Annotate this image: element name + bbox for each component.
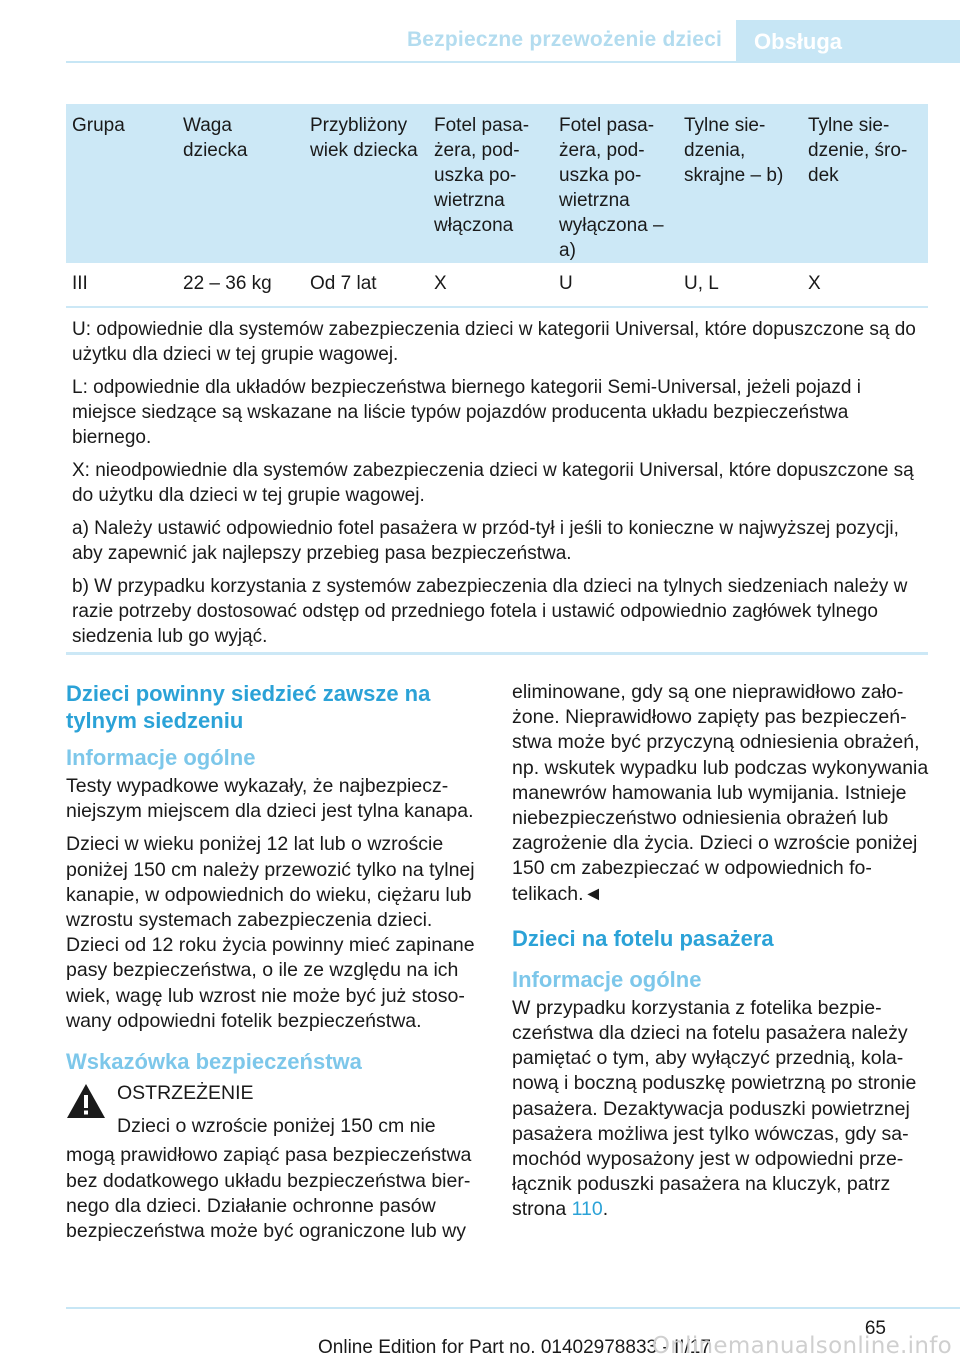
note-b: b) W przypadku korzystania z systemów zabezpieczenia dla dzieci na tylnych siedzeniach należy w razie potrzeby dostosować odstęp od przedniego fotela i ustawić odpowiednio zagłówek tylnego siedzenia lub go wyjąć. [72,576,908,647]
table-header-cell: Fotel pasażera, poduszka powietrzna włączona [428,104,553,263]
table-notes [72,317,922,657]
paragraph: Testy wypadkowe wykazały, że najbezpieczniejszym miejscem dla dzieci jest tylna kanapa. [66,775,474,823]
paragraph-end: . [602,1198,609,1221]
table-header-cell: Tylne siedzenia, skrajne – b) [678,104,802,263]
chapter-tab: Obsługa [736,20,960,62]
section-divider [66,652,928,655]
subheading-safety-note: Wskazówka bezpieczeństwa [66,1049,362,1075]
warning-text: mogą prawidłowo zapiąć pasa bezpieczeństwa bez dodatkowego układu bezpieczeństwa biernego dla dzieci. Działanie ochronne pasów bezpieczeństwa może być ograniczone lub wy [66,1144,472,1243]
warning-text-continued: eliminowane, gdy są one nieprawidłowo założone. Nieprawidłowo zapięty pas bezpieczeństwa może być przyczyną odniesienia obrażeń, np. wskutek wypadku lub podczas wykonywania manewrów hamowania lub wymijania. Istnieje niebezpieczeństwo odniesienia obrażeń lub zagrożenie dla życia. Dzieci o wzroście poniżej 150 cm zabezpieczać w odpowiednich fotelikach.◄ [512,681,929,905]
warning-text-first-line: Dzieci o wzroście poniżej 150 cm nie [117,1115,436,1138]
left-column [66,680,480,1252]
table-header-cell: Tylne siedzenie, środek [802,104,928,263]
table-header-cell: Fotel pasażera, poduszka powietrzna wyłączona – a) [553,104,678,263]
section-title: Bezpieczne przewożenie dzieci [406,28,722,51]
footer-rule [66,1307,960,1309]
table-header-cell: Waga dziecka [177,104,304,263]
subheading-general-info: Informacje ogólne [66,745,256,770]
warning-title: OSTRZEŻENIE [117,1082,254,1105]
heading-rear-seat: Dzieci powinny siedzieć zawsze na tylnym siedzeniu [66,681,431,733]
note-a: a) Należy ustawić odpowiednio fotel pasażera w przód-tył i jeśli to konieczne w najwyższej pozycji, aby zapewnić jak najlepszy przebieg pasa bezpieczeństwa. [72,518,899,564]
note-l: L: odpowiednie dla układów bezpieczeństwa biernego kategorii Semi-Universal, jeżeli pojazd i miejsce siedzące są wskazane na liście typów pojazdów producenta układu bezpieczeństwa biernego. [72,377,861,448]
page-reference-link[interactable]: 110 [571,1198,603,1221]
table-header-cell: Przybliżony wiek dziecka [304,104,428,263]
note-u: U: odpowiednie dla systemów zabezpieczenia dzieci w kategorii Universal, które dopuszczone są do użytku dla dzieci w tej grupie wagowej. [72,319,916,365]
table-header-cell: Grupa [66,104,177,263]
paragraph-text: W przypadku korzystania z fotelika bezpieczeństwa dla dzieci na fotelu pasażera należy pamiętać o tym, aby wyłączyć przednią, kolanową i boczną poduszkę powietrzną po stronie pasażera. Dezaktywacja poduszki powietrznej pasażera możliwa jest tylko wówczas, gdy samochód wyposażony jest w odpowiedni przełącznik poduszki pasażera na kluczyk, patrz strona [512,996,917,1221]
table-cell: U, L [678,263,802,307]
table-cell: Od 7 lat [304,263,428,307]
page-number: 65 [864,1318,886,1339]
table-cell: 22 – 36 kg [177,263,304,307]
table-cell: X [428,263,553,307]
warning-triangle-icon [66,1083,106,1119]
table-cell: III [66,263,177,307]
paragraph: Dzieci w wieku poniżej 12 lat lub o wzroście poniżej 150 cm należy przewozić tylko na tylnej kanapie, w odpowiednich do wieku, ciężaru lub wzrostu systemach zabezpieczenia dzieci. Dzieci od 12 roku życia powinny mieć zapinane pasy bezpieczeństwa, o ile ze względu na ich wiek, wagę lub wzrost nie może być już stosowany odpowiedni fotelik bezpieczeństwa. [66,833,475,1032]
right-column [512,680,930,1231]
paragraph [512,996,930,1223]
table-cell: U [553,263,678,307]
heading-passenger-seat: Dzieci na fotelu pasażera [512,925,774,951]
child-seat-table [66,104,928,308]
table-header-row [66,104,928,263]
note-x: X: nieodpowiednie dla systemów zabezpieczenia dzieci w kategorii Universal, które dopuszczone są do użytku dla dzieci w tej grupie wagowej. [72,460,914,506]
watermark: Onlinemanualsonline.info [651,1333,952,1359]
edition-note: Online Edition for Part no. 01402978833 - II/17 [318,1337,711,1358]
subheading-general-info: Informacje ogólne [512,966,702,992]
warning-block [66,1081,480,1139]
table-row [66,263,928,307]
table-cell: X [802,263,928,307]
